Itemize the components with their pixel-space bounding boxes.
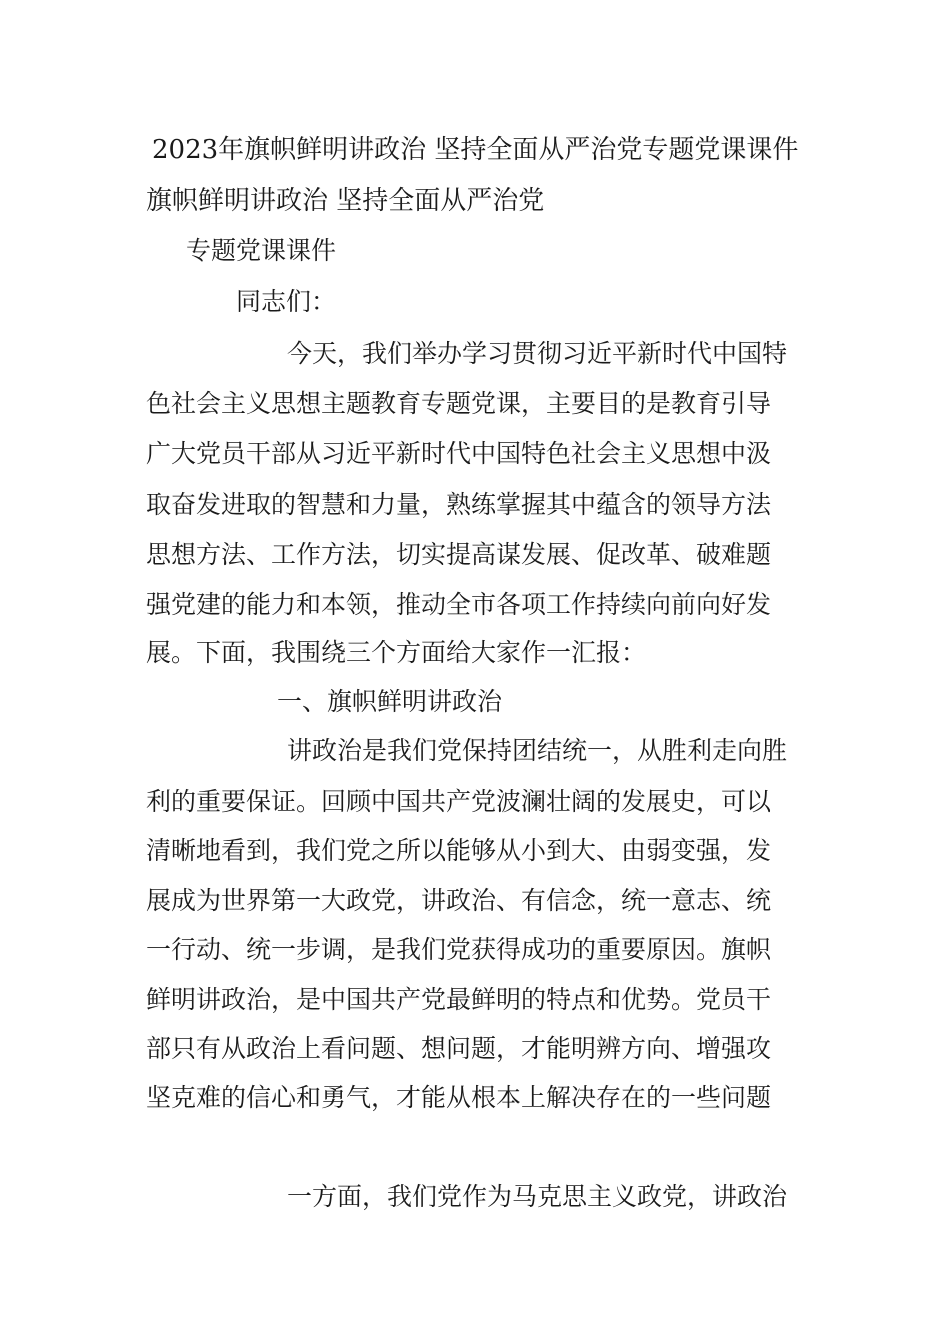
paragraph-2-line-4: 展成为世界第一大政党，讲政治、有信念，统一意志、统 bbox=[146, 886, 772, 915]
paragraph-2-line-6: 鲜明讲政治，是中国共产党最鲜明的特点和优势。党员干 bbox=[146, 985, 772, 1014]
paragraph-1-line-6: 强党建的能力和本领，推动全市各项工作持续向前向好发 bbox=[146, 590, 772, 619]
paragraph-1-line-2: 色社会主义思想主题教育专题党课，主要目的是教育引导 bbox=[146, 389, 772, 418]
paragraph-1-line-7: 展。下面，我围绕三个方面给大家作一汇报： bbox=[146, 638, 647, 667]
salutation: 同志们： bbox=[236, 287, 337, 316]
paragraph-2-line-5: 一行动、统一步调，是我们党获得成功的重要原因。旗帜 bbox=[146, 935, 772, 964]
paragraph-1-line-1: 今天，我们举办学习贯彻习近平新时代中国特 bbox=[287, 339, 788, 368]
paragraph-2-line-2: 利的重要保证。回顾中国共产党波澜壮阔的发展史，可以 bbox=[146, 787, 772, 816]
paragraph-3-line-1: 一方面，我们党作为马克思主义政党，讲政治 bbox=[287, 1182, 788, 1211]
paragraph-1-line-5: 思想方法、工作方法，切实提高谋发展、促改革、破难题 bbox=[146, 540, 772, 569]
paragraph-2-line-7: 部只有从政治上看问题、想问题，才能明辨方向、增强攻 bbox=[146, 1034, 772, 1063]
document-title-line-1: 2023年旗帜鲜明讲政治 坚持全面从严治党专题党课课件 bbox=[152, 135, 799, 165]
paragraph-1-line-3: 广大党员干部从习近平新时代中国特色社会主义思想中汲 bbox=[146, 439, 772, 468]
paragraph-2-line-1: 讲政治是我们党保持团结统一，从胜利走向胜 bbox=[287, 736, 788, 765]
document-subtitle: 专题党课课件 bbox=[186, 236, 337, 265]
paragraph-1-line-4: 取奋发进取的智慧和力量，熟练掌握其中蕴含的领导方法 bbox=[146, 490, 772, 519]
paragraph-2-line-8: 坚克难的信心和勇气，才能从根本上解决存在的一些问题 bbox=[146, 1083, 772, 1112]
section-1-heading: 一、旗帜鲜明讲政治 bbox=[277, 687, 503, 716]
document-title-line-2: 旗帜鲜明讲政治 坚持全面从严治党 bbox=[146, 186, 545, 216]
paragraph-2-line-3: 清晰地看到，我们党之所以能够从小到大、由弱变强，发 bbox=[146, 836, 772, 865]
